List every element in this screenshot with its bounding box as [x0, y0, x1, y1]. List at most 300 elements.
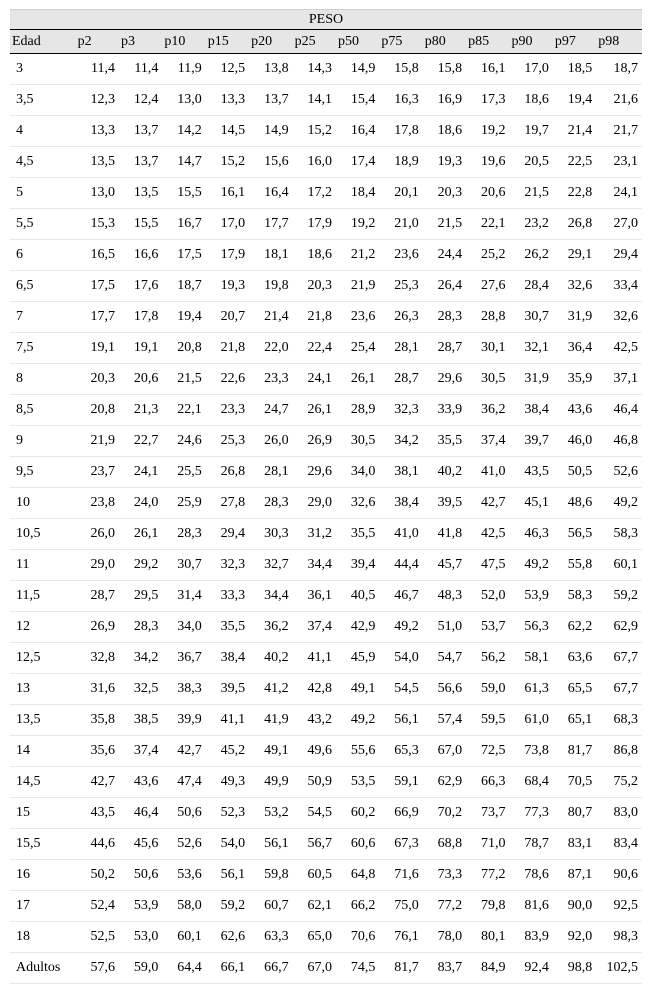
percentile-cell: 62,6 — [206, 922, 249, 953]
percentile-cell: 57,6 — [76, 953, 119, 984]
table-row — [10, 426, 642, 457]
percentile-cell: 20,1 — [379, 178, 422, 209]
percentile-cell: 28,9 — [336, 395, 379, 426]
table-row — [10, 550, 642, 581]
percentile-cell: 78,0 — [423, 922, 466, 953]
percentile-cell: 63,3 — [249, 922, 292, 953]
percentile-cell: 14,9 — [336, 54, 379, 85]
percentile-cell: 19,4 — [553, 85, 596, 116]
percentile-cell: 83,7 — [423, 953, 466, 984]
percentile-cell: 65,5 — [553, 674, 596, 705]
percentile-cell: 26,3 — [379, 302, 422, 333]
percentile-cell: 58,1 — [510, 643, 553, 674]
percentile-cell: 59,1 — [379, 767, 422, 798]
percentile-cell: 49,9 — [249, 767, 292, 798]
percentile-cell: 37,4 — [466, 426, 509, 457]
percentile-cell: 66,7 — [249, 953, 292, 984]
percentile-cell: 16,6 — [119, 240, 162, 271]
percentile-cell: 17,6 — [119, 271, 162, 302]
percentile-cell: 23,1 — [596, 147, 642, 178]
percentile-cell: 53,6 — [162, 860, 205, 891]
percentile-cell: 25,9 — [162, 488, 205, 519]
percentile-cell: 21,9 — [76, 426, 119, 457]
age-cell: 10,5 — [10, 519, 76, 550]
percentile-cell: 19,2 — [336, 209, 379, 240]
percentile-cell: 19,6 — [466, 147, 509, 178]
percentile-cell: 32,6 — [553, 271, 596, 302]
percentile-cell: 67,0 — [293, 953, 336, 984]
percentile-cell: 14,1 — [293, 85, 336, 116]
percentile-cell: 35,8 — [76, 705, 119, 736]
percentile-cell: 34,4 — [249, 581, 292, 612]
percentile-cell: 19,1 — [119, 333, 162, 364]
percentile-cell: 18,5 — [553, 54, 596, 85]
percentile-cell: 31,4 — [162, 581, 205, 612]
percentile-cell: 38,4 — [379, 488, 422, 519]
table-header — [10, 10, 642, 54]
percentile-cell: 29,0 — [293, 488, 336, 519]
percentile-cell: 29,4 — [596, 240, 642, 271]
table-row — [10, 116, 642, 147]
percentile-cell: 23,8 — [76, 488, 119, 519]
percentile-cell: 13,0 — [162, 85, 205, 116]
percentile-cell: 55,8 — [553, 550, 596, 581]
percentile-cell: 60,1 — [162, 922, 205, 953]
percentile-cell: 17,8 — [119, 302, 162, 333]
percentile-cell: 22,7 — [119, 426, 162, 457]
percentile-cell: 54,5 — [293, 798, 336, 829]
percentile-cell: 59,0 — [119, 953, 162, 984]
percentile-cell: 43,5 — [510, 457, 553, 488]
percentile-cell: 38,1 — [379, 457, 422, 488]
percentile-cell: 60,2 — [336, 798, 379, 829]
percentile-cell: 49,2 — [336, 705, 379, 736]
percentile-cell: 41,0 — [379, 519, 422, 550]
percentile-cell: 17,5 — [76, 271, 119, 302]
percentile-cell: 28,3 — [119, 612, 162, 643]
percentile-cell: 68,3 — [596, 705, 642, 736]
percentile-cell: 49,1 — [249, 736, 292, 767]
percentile-cell: 18,1 — [249, 240, 292, 271]
percentile-cell: 42,5 — [466, 519, 509, 550]
percentile-cell: 16,3 — [379, 85, 422, 116]
column-header-p15: p15 — [206, 30, 249, 54]
table-row — [10, 736, 642, 767]
percentile-cell: 28,7 — [76, 581, 119, 612]
percentile-cell: 21,4 — [553, 116, 596, 147]
column-header-p98: p98 — [596, 30, 642, 54]
percentile-cell: 79,8 — [466, 891, 509, 922]
percentile-cell: 92,5 — [596, 891, 642, 922]
percentile-cell: 28,8 — [466, 302, 509, 333]
table-row — [10, 395, 642, 426]
table-body — [10, 54, 642, 984]
table-row — [10, 240, 642, 271]
percentile-cell: 68,8 — [423, 829, 466, 860]
percentile-cell: 42,5 — [596, 333, 642, 364]
percentile-cell: 21,2 — [336, 240, 379, 271]
percentile-cell: 20,6 — [119, 364, 162, 395]
percentile-cell: 49,1 — [336, 674, 379, 705]
percentile-cell: 40,2 — [423, 457, 466, 488]
percentile-cell: 64,8 — [336, 860, 379, 891]
percentile-cell: 39,9 — [162, 705, 205, 736]
percentile-cell: 53,5 — [336, 767, 379, 798]
percentile-cell: 32,5 — [119, 674, 162, 705]
percentile-cell: 58,3 — [553, 581, 596, 612]
percentile-cell: 61,3 — [510, 674, 553, 705]
percentile-cell: 27,6 — [466, 271, 509, 302]
table-row — [10, 612, 642, 643]
age-cell: 12,5 — [10, 643, 76, 674]
percentile-cell: 45,9 — [336, 643, 379, 674]
percentile-cell: 46,4 — [119, 798, 162, 829]
percentile-cell: 23,7 — [76, 457, 119, 488]
age-cell: 6 — [10, 240, 76, 271]
age-cell: 14 — [10, 736, 76, 767]
percentile-cell: 35,5 — [336, 519, 379, 550]
percentile-cell: 16,1 — [206, 178, 249, 209]
percentile-cell: 62,2 — [553, 612, 596, 643]
percentile-cell: 39,5 — [423, 488, 466, 519]
percentile-cell: 66,1 — [206, 953, 249, 984]
percentile-cell: 38,4 — [510, 395, 553, 426]
percentile-cell: 50,5 — [553, 457, 596, 488]
percentile-cell: 21,8 — [206, 333, 249, 364]
percentile-cell: 53,9 — [119, 891, 162, 922]
percentile-cell: 98,3 — [596, 922, 642, 953]
percentile-cell: 36,4 — [553, 333, 596, 364]
percentile-cell: 16,9 — [423, 85, 466, 116]
percentile-cell: 15,4 — [336, 85, 379, 116]
percentile-cell: 52,6 — [162, 829, 205, 860]
table-row — [10, 457, 642, 488]
percentile-cell: 13,7 — [119, 147, 162, 178]
percentile-cell: 42,7 — [76, 767, 119, 798]
percentile-cell: 29,0 — [76, 550, 119, 581]
table-row — [10, 488, 642, 519]
percentile-cell: 81,7 — [553, 736, 596, 767]
percentile-cell: 57,4 — [423, 705, 466, 736]
table-row — [10, 209, 642, 240]
percentile-cell: 67,7 — [596, 643, 642, 674]
percentile-cell: 21,8 — [293, 302, 336, 333]
percentile-cell: 56,6 — [423, 674, 466, 705]
percentile-cell: 70,6 — [336, 922, 379, 953]
percentile-cell: 13,3 — [206, 85, 249, 116]
age-cell: 15 — [10, 798, 76, 829]
percentile-cell: 50,2 — [76, 860, 119, 891]
percentile-cell: 22,6 — [206, 364, 249, 395]
percentile-cell: 14,7 — [162, 147, 205, 178]
percentile-cell: 39,4 — [336, 550, 379, 581]
percentile-cell: 62,1 — [293, 891, 336, 922]
percentile-cell: 29,1 — [553, 240, 596, 271]
percentile-cell: 11,4 — [119, 54, 162, 85]
percentile-cell: 56,2 — [466, 643, 509, 674]
percentile-cell: 28,4 — [510, 271, 553, 302]
percentile-cell: 46,7 — [379, 581, 422, 612]
percentile-cell: 62,9 — [596, 612, 642, 643]
percentile-cell: 56,3 — [510, 612, 553, 643]
column-header-p25: p25 — [293, 30, 336, 54]
percentile-cell: 52,6 — [596, 457, 642, 488]
percentile-cell: 53,2 — [249, 798, 292, 829]
percentile-cell: 66,2 — [336, 891, 379, 922]
percentile-cell: 73,3 — [423, 860, 466, 891]
percentile-cell: 16,5 — [76, 240, 119, 271]
table-row — [10, 829, 642, 860]
percentile-cell: 46,0 — [553, 426, 596, 457]
percentile-cell: 28,3 — [423, 302, 466, 333]
percentile-cell: 18,6 — [510, 85, 553, 116]
weight-percentile-table-container — [10, 9, 642, 984]
percentile-cell: 22,5 — [553, 147, 596, 178]
percentile-cell: 62,9 — [423, 767, 466, 798]
percentile-cell: 75,0 — [379, 891, 422, 922]
percentile-cell: 71,6 — [379, 860, 422, 891]
percentile-cell: 21,7 — [596, 116, 642, 147]
percentile-cell: 38,5 — [119, 705, 162, 736]
percentile-cell: 37,4 — [293, 612, 336, 643]
percentile-cell: 30,1 — [466, 333, 509, 364]
percentile-cell: 31,6 — [76, 674, 119, 705]
percentile-cell: 90,0 — [553, 891, 596, 922]
percentile-cell: 24,1 — [119, 457, 162, 488]
percentile-cell: 42,9 — [336, 612, 379, 643]
percentile-cell: 90,6 — [596, 860, 642, 891]
table-row — [10, 178, 642, 209]
percentile-cell: 60,6 — [336, 829, 379, 860]
column-header-p90: p90 — [510, 30, 553, 54]
percentile-cell: 20,3 — [293, 271, 336, 302]
percentile-cell: 61,0 — [510, 705, 553, 736]
percentile-cell: 49,3 — [206, 767, 249, 798]
percentile-cell: 56,5 — [553, 519, 596, 550]
percentile-cell: 47,4 — [162, 767, 205, 798]
percentile-cell: 39,7 — [510, 426, 553, 457]
percentile-cell: 40,2 — [249, 643, 292, 674]
percentile-cell: 49,2 — [510, 550, 553, 581]
percentile-cell: 34,4 — [293, 550, 336, 581]
percentile-cell: 49,6 — [293, 736, 336, 767]
age-cell: 3 — [10, 54, 76, 85]
percentile-cell: 42,8 — [293, 674, 336, 705]
percentile-cell: 21,0 — [379, 209, 422, 240]
percentile-cell: 26,1 — [336, 364, 379, 395]
percentile-cell: 21,6 — [596, 85, 642, 116]
percentile-cell: 32,6 — [336, 488, 379, 519]
percentile-cell: 31,9 — [510, 364, 553, 395]
percentile-cell: 70,5 — [553, 767, 596, 798]
percentile-cell: 43,6 — [119, 767, 162, 798]
percentile-cell: 18,4 — [336, 178, 379, 209]
percentile-cell: 16,0 — [293, 147, 336, 178]
table-row — [10, 364, 642, 395]
percentile-cell: 92,4 — [510, 953, 553, 984]
percentile-cell: 52,4 — [76, 891, 119, 922]
percentile-cell: 14,5 — [206, 116, 249, 147]
percentile-cell: 78,6 — [510, 860, 553, 891]
table-row — [10, 798, 642, 829]
table-row — [10, 581, 642, 612]
percentile-cell: 19,3 — [206, 271, 249, 302]
percentile-cell: 37,4 — [119, 736, 162, 767]
percentile-cell: 53,0 — [119, 922, 162, 953]
percentile-cell: 33,9 — [423, 395, 466, 426]
percentile-cell: 60,7 — [249, 891, 292, 922]
age-cell: 11 — [10, 550, 76, 581]
percentile-cell: 52,0 — [466, 581, 509, 612]
percentile-cell: 21,9 — [336, 271, 379, 302]
percentile-cell: 48,3 — [423, 581, 466, 612]
column-header-p75: p75 — [379, 30, 422, 54]
percentile-cell: 17,0 — [206, 209, 249, 240]
percentile-cell: 22,8 — [553, 178, 596, 209]
percentile-cell: 20,8 — [76, 395, 119, 426]
table-row — [10, 85, 642, 116]
percentile-cell: 66,3 — [466, 767, 509, 798]
percentile-cell: 25,2 — [466, 240, 509, 271]
percentile-cell: 30,5 — [466, 364, 509, 395]
percentile-cell: 18,6 — [293, 240, 336, 271]
age-cell: 3,5 — [10, 85, 76, 116]
percentile-cell: 19,2 — [466, 116, 509, 147]
percentile-cell: 11,9 — [162, 54, 205, 85]
percentile-cell: 46,8 — [596, 426, 642, 457]
percentile-cell: 41,2 — [249, 674, 292, 705]
percentile-cell: 32,1 — [510, 333, 553, 364]
percentile-cell: 13,7 — [119, 116, 162, 147]
age-cell: 5 — [10, 178, 76, 209]
percentile-cell: 21,5 — [162, 364, 205, 395]
percentile-cell: 24,6 — [162, 426, 205, 457]
age-cell: 9,5 — [10, 457, 76, 488]
age-cell: 18 — [10, 922, 76, 953]
percentile-cell: 67,7 — [596, 674, 642, 705]
percentile-cell: 23,3 — [206, 395, 249, 426]
percentile-cell: 45,7 — [423, 550, 466, 581]
percentile-cell: 41,9 — [249, 705, 292, 736]
percentile-cell: 36,7 — [162, 643, 205, 674]
percentile-cell: 13,3 — [76, 116, 119, 147]
percentile-cell: 29,4 — [206, 519, 249, 550]
percentile-cell: 13,7 — [249, 85, 292, 116]
percentile-cell: 67,3 — [379, 829, 422, 860]
age-cell: 9 — [10, 426, 76, 457]
percentile-cell: 34,0 — [336, 457, 379, 488]
percentile-cell: 45,1 — [510, 488, 553, 519]
age-cell: 15,5 — [10, 829, 76, 860]
table-group-header-row — [10, 10, 642, 30]
percentile-cell: 78,7 — [510, 829, 553, 860]
percentile-cell: 84,9 — [466, 953, 509, 984]
age-cell: 5,5 — [10, 209, 76, 240]
age-cell: 8,5 — [10, 395, 76, 426]
percentile-cell: 43,2 — [293, 705, 336, 736]
percentile-cell: 65,1 — [553, 705, 596, 736]
percentile-cell: 15,2 — [293, 116, 336, 147]
age-cell: 7 — [10, 302, 76, 333]
percentile-cell: 22,0 — [249, 333, 292, 364]
percentile-cell: 23,3 — [249, 364, 292, 395]
percentile-cell: 18,6 — [423, 116, 466, 147]
percentile-cell: 22,1 — [466, 209, 509, 240]
percentile-cell: 63,6 — [553, 643, 596, 674]
percentile-cell: 15,2 — [206, 147, 249, 178]
percentile-cell: 26,0 — [76, 519, 119, 550]
column-header-row — [10, 30, 642, 54]
percentile-cell: 32,8 — [76, 643, 119, 674]
percentile-cell: 14,3 — [293, 54, 336, 85]
percentile-cell: 18,9 — [379, 147, 422, 178]
percentile-cell: 58,0 — [162, 891, 205, 922]
percentile-cell: 50,6 — [119, 860, 162, 891]
percentile-cell: 45,6 — [119, 829, 162, 860]
percentile-cell: 17,3 — [466, 85, 509, 116]
percentile-cell: 60,1 — [596, 550, 642, 581]
age-cell: 16 — [10, 860, 76, 891]
percentile-cell: 28,1 — [249, 457, 292, 488]
percentile-cell: 23,6 — [379, 240, 422, 271]
percentile-cell: 29,6 — [293, 457, 336, 488]
percentile-cell: 15,6 — [249, 147, 292, 178]
percentile-cell: 98,8 — [553, 953, 596, 984]
percentile-cell: 15,5 — [119, 209, 162, 240]
percentile-cell: 31,2 — [293, 519, 336, 550]
age-cell: 13 — [10, 674, 76, 705]
percentile-cell: 65,3 — [379, 736, 422, 767]
percentile-cell: 55,6 — [336, 736, 379, 767]
percentile-cell: 25,5 — [162, 457, 205, 488]
percentile-cell: 17,7 — [249, 209, 292, 240]
percentile-cell: 21,5 — [423, 209, 466, 240]
percentile-cell: 12,3 — [76, 85, 119, 116]
percentile-cell: 81,6 — [510, 891, 553, 922]
percentile-cell: 23,6 — [336, 302, 379, 333]
percentile-cell: 26,1 — [293, 395, 336, 426]
percentile-cell: 34,2 — [379, 426, 422, 457]
table-row — [10, 271, 642, 302]
percentile-cell: 52,3 — [206, 798, 249, 829]
percentile-cell: 44,4 — [379, 550, 422, 581]
age-cell: Adultos — [10, 953, 76, 984]
column-header-p97: p97 — [553, 30, 596, 54]
percentile-cell: 26,4 — [423, 271, 466, 302]
percentile-cell: 29,2 — [119, 550, 162, 581]
percentile-cell: 17,9 — [206, 240, 249, 271]
percentile-cell: 14,2 — [162, 116, 205, 147]
percentile-cell: 25,4 — [336, 333, 379, 364]
percentile-cell: 75,2 — [596, 767, 642, 798]
percentile-cell: 65,0 — [293, 922, 336, 953]
percentile-cell: 13,0 — [76, 178, 119, 209]
percentile-cell: 33,4 — [596, 271, 642, 302]
percentile-cell: 25,3 — [206, 426, 249, 457]
percentile-cell: 21,3 — [119, 395, 162, 426]
percentile-cell: 26,2 — [510, 240, 553, 271]
percentile-cell: 17,4 — [336, 147, 379, 178]
percentile-cell: 16,4 — [249, 178, 292, 209]
percentile-cell: 20,3 — [423, 178, 466, 209]
percentile-cell: 21,4 — [249, 302, 292, 333]
percentile-cell: 34,2 — [119, 643, 162, 674]
percentile-cell: 19,7 — [510, 116, 553, 147]
percentile-cell: 43,5 — [76, 798, 119, 829]
percentile-cell: 11,4 — [76, 54, 119, 85]
percentile-cell: 102,5 — [596, 953, 642, 984]
table-row — [10, 519, 642, 550]
